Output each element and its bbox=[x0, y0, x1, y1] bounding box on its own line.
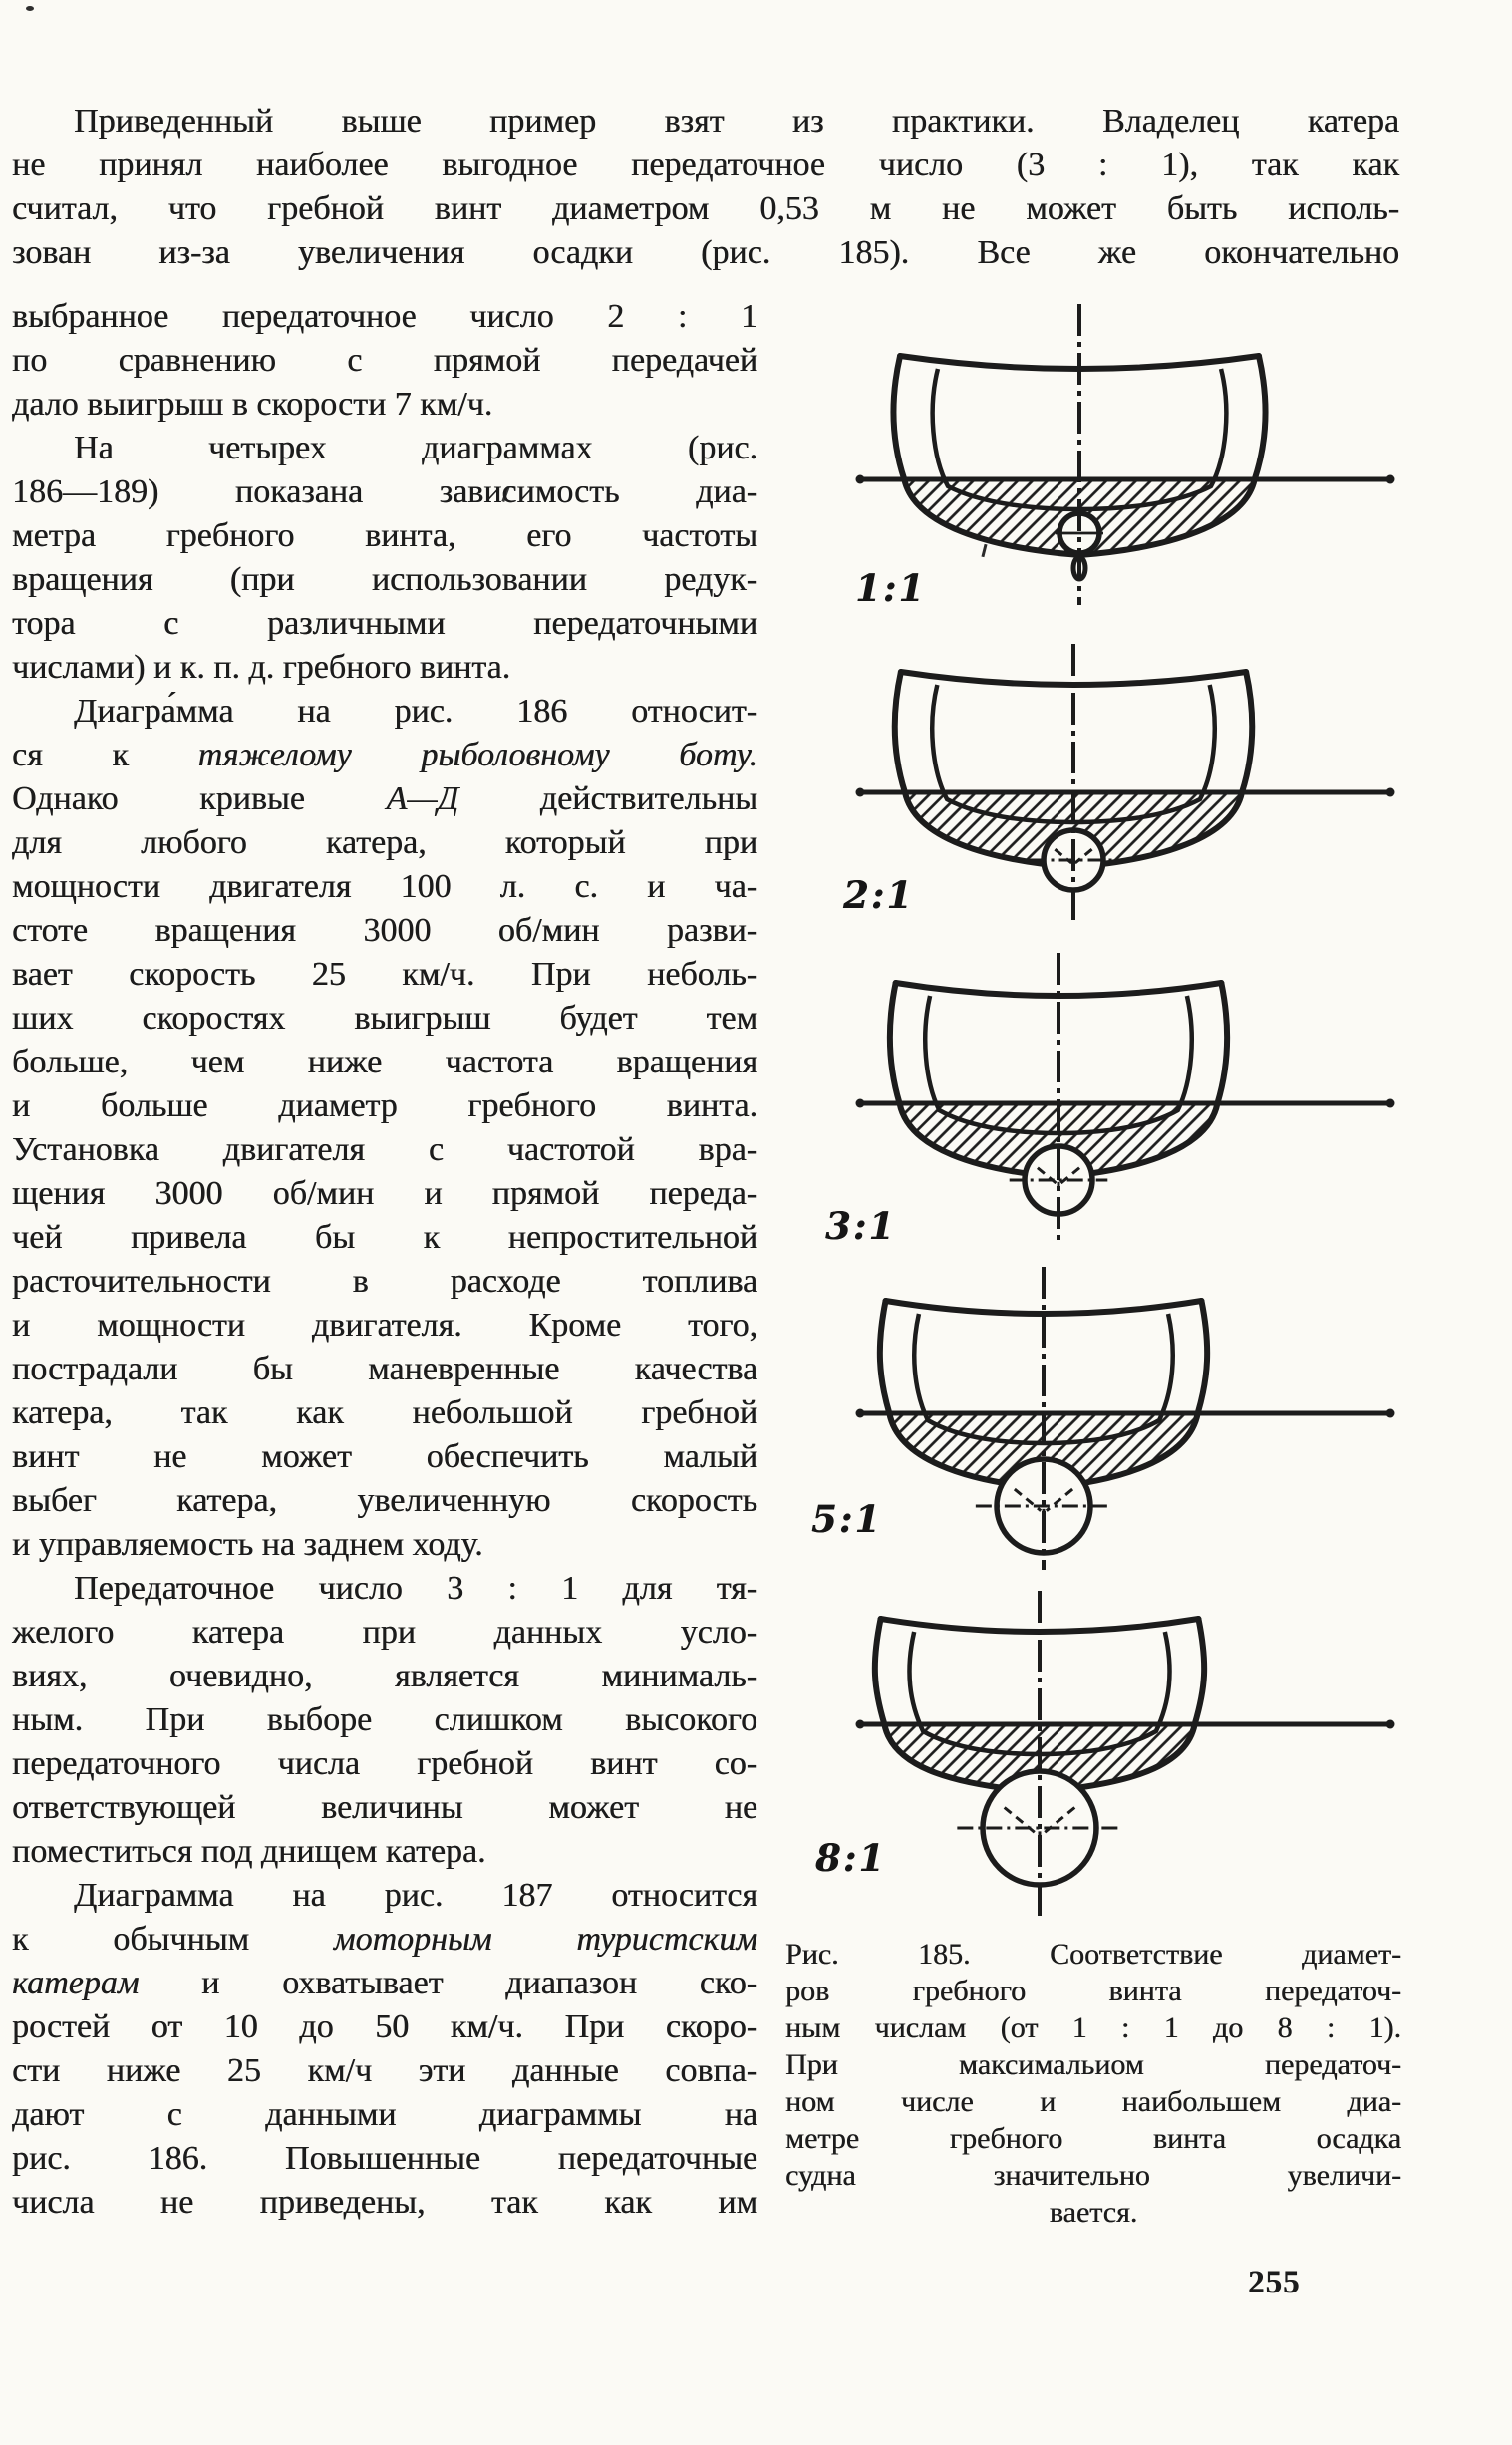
waterline-end-dot bbox=[856, 1409, 865, 1418]
text: ответствующей величины может не bbox=[12, 1789, 757, 1826]
text: ным. При выборе слишком высокого bbox=[12, 1701, 757, 1738]
text-line bbox=[12, 427, 757, 470]
text: расточительности в расходе топлива bbox=[12, 1263, 757, 1300]
text: по сравнению с прямой передачей bbox=[12, 342, 757, 379]
text-line bbox=[12, 383, 757, 427]
text-line bbox=[12, 1611, 757, 1655]
text: тора с различными передаточными bbox=[12, 605, 757, 642]
gear-ratio-label: 3:1 bbox=[825, 1204, 897, 1248]
text: действительны bbox=[458, 780, 757, 817]
text-line bbox=[12, 1655, 757, 1698]
text-line bbox=[12, 646, 757, 690]
waterline-end-dot bbox=[1386, 788, 1395, 797]
text: винт не может обеспечить малый bbox=[12, 1438, 757, 1475]
text: для любого катера, который при bbox=[12, 824, 757, 861]
intro-paragraph bbox=[12, 100, 1399, 275]
text-line bbox=[785, 2009, 1401, 2046]
text-line bbox=[12, 558, 757, 602]
text: виях, очевидно, является минималь- bbox=[12, 1658, 757, 1694]
text: числами) и к. п. д. гребного винта. bbox=[12, 649, 511, 686]
text-line bbox=[12, 231, 1399, 275]
text: вает скорость 25 км/ч. При неболь- bbox=[12, 956, 757, 993]
text: передаточного числа гребной винт со- bbox=[12, 1745, 757, 1782]
figure-caption bbox=[785, 1936, 1401, 2231]
text: Диагра́мма на рис. 186 относит- bbox=[74, 693, 757, 730]
text: к обычным bbox=[12, 1921, 334, 1958]
gear-ratio-label: 1:1 bbox=[855, 566, 927, 610]
text-line bbox=[12, 602, 757, 646]
text: Установка двигателя с частотой вра- bbox=[12, 1131, 757, 1168]
text-line bbox=[785, 2046, 1401, 2083]
waterline-end-dot bbox=[1386, 475, 1395, 484]
text-line bbox=[785, 1936, 1401, 1973]
text-line bbox=[12, 1435, 757, 1479]
text: мощности двигателя 100 л. с. и ча- bbox=[12, 868, 757, 905]
hull-cross-section-diagram bbox=[842, 1585, 1410, 1922]
text-line bbox=[12, 2093, 757, 2137]
text: чей привела бы к непростительной bbox=[12, 1219, 757, 1256]
text-line bbox=[12, 100, 1399, 144]
text-line bbox=[12, 734, 757, 777]
text-line bbox=[12, 953, 757, 997]
text-line bbox=[12, 821, 757, 865]
text: Рис. 185. Соответствие диамет- bbox=[785, 1938, 1401, 1971]
italic-text: тяжелому рыболовному боту. bbox=[197, 737, 757, 773]
hull-diagram-svg bbox=[842, 1585, 1410, 1922]
text: вается. bbox=[1049, 2196, 1138, 2229]
text-line bbox=[12, 1041, 757, 1084]
text: считал, что гребной винт диаметром 0,53 м не может быть исполь- bbox=[12, 190, 1399, 227]
waterline-end-dot bbox=[856, 788, 865, 797]
text-line bbox=[12, 187, 1399, 231]
text-line bbox=[12, 1128, 757, 1172]
gear-ratio-label: 5:1 bbox=[811, 1497, 883, 1541]
text: щения 3000 об/мин и прямой переда- bbox=[12, 1175, 757, 1212]
text: катера, так как небольшой гребной bbox=[12, 1394, 757, 1431]
text-line bbox=[12, 1216, 757, 1260]
text-line bbox=[12, 997, 757, 1041]
text-line bbox=[12, 1348, 757, 1391]
text: желого катера при данных усло- bbox=[12, 1614, 757, 1651]
hull-cross-section-diagram bbox=[842, 1261, 1410, 1575]
hull-diagram-svg bbox=[842, 294, 1410, 613]
scan-speck bbox=[26, 6, 34, 11]
text: и больше диаметр гребного винта. bbox=[12, 1087, 757, 1124]
text: ров гребного винта передаточ- bbox=[785, 1975, 1401, 2007]
text-line bbox=[12, 1304, 757, 1348]
text: На четырех диаграммах (рис. bbox=[74, 430, 757, 466]
hull-cross-section-diagram bbox=[842, 947, 1410, 1248]
text: дало выигрыш в скорости 7 км/ч. bbox=[12, 386, 493, 423]
text: дают с данными диаграммы на bbox=[12, 2096, 757, 2133]
text: выбранное передаточное число 2 : 1 bbox=[12, 298, 757, 335]
text-line bbox=[12, 2049, 757, 2093]
text: вращения (при использовании редук- bbox=[12, 561, 757, 598]
text: сти ниже 25 км/ч эти данные совпа- bbox=[12, 2052, 757, 2089]
text: метра гребного винта, его частоты bbox=[12, 517, 757, 554]
italic-text: моторным туристским bbox=[333, 1921, 757, 1958]
text: судна значительно увеличи- bbox=[785, 2159, 1401, 2192]
hull-diagram-svg bbox=[842, 947, 1410, 1248]
text-line bbox=[12, 1698, 757, 1742]
text: стоте вращения 3000 об/мин разви- bbox=[12, 912, 757, 949]
text-line bbox=[12, 1479, 757, 1523]
text-line bbox=[785, 2083, 1401, 2120]
waterline-end-dot bbox=[1386, 1409, 1395, 1418]
text: ном числе и наибольшем диа- bbox=[785, 2085, 1401, 2118]
text-line bbox=[12, 2005, 757, 2049]
text: метре гребного винта осадка bbox=[785, 2122, 1401, 2155]
text-line bbox=[12, 144, 1399, 187]
text-line bbox=[12, 2137, 757, 2181]
text-line bbox=[12, 1523, 757, 1567]
text-line bbox=[12, 1786, 757, 1830]
text-line bbox=[12, 1962, 757, 2005]
page-number: 255 bbox=[1248, 2265, 1301, 2300]
text: Приведенный выше пример взят из практики. Владелец катера bbox=[74, 103, 1399, 140]
text: Однако кривые bbox=[12, 780, 387, 817]
text-line bbox=[12, 1742, 757, 1786]
text: рис. 186. Повышенные передаточные bbox=[12, 2140, 757, 2177]
text-line bbox=[12, 1391, 757, 1435]
text-line bbox=[785, 2157, 1401, 2194]
text: При максимальиом передаточ- bbox=[785, 2048, 1401, 2081]
text-line bbox=[12, 1830, 757, 1874]
text-line bbox=[12, 777, 757, 821]
text: и охватывает диапазон ско- bbox=[139, 1965, 757, 2001]
italic-text: катерам bbox=[12, 1965, 140, 2001]
text: ростей от 10 до 50 км/ч. При скоро- bbox=[12, 2008, 757, 2045]
text-line bbox=[12, 339, 757, 383]
body-text-column bbox=[12, 295, 757, 2225]
gear-ratio-label: 8:1 bbox=[815, 1836, 887, 1880]
text-line bbox=[12, 690, 757, 734]
hull-cross-section-diagram bbox=[842, 638, 1410, 929]
waterline-end-dot bbox=[856, 1720, 865, 1729]
text-line bbox=[785, 2120, 1401, 2157]
text: зован из-за увеличения осадки (рис. 185). Все же окончательно bbox=[12, 234, 1399, 271]
italic-text: А—Д bbox=[386, 780, 459, 817]
text: 186—189) показана зависимость диа- bbox=[12, 473, 757, 510]
text-line bbox=[12, 295, 757, 339]
text: не принял наиболее выгодное передаточное число (3 : 1), так как bbox=[12, 147, 1399, 183]
hull-diagram-svg bbox=[842, 1261, 1410, 1575]
text: ся к bbox=[12, 737, 198, 773]
text: ших скоростях выигрыш будет тем bbox=[12, 1000, 757, 1037]
text: и управляемость на заднем ходу. bbox=[12, 1526, 483, 1563]
text-line bbox=[12, 514, 757, 558]
text-line bbox=[12, 1084, 757, 1128]
text-line bbox=[12, 2181, 757, 2225]
text-line bbox=[12, 470, 757, 514]
text: Диаграмма на рис. 187 относится bbox=[74, 1877, 757, 1914]
text-line bbox=[12, 1918, 757, 1962]
text: ным числам (от 1 : 1 до 8 : 1). bbox=[785, 2011, 1401, 2044]
text: поместиться под днищем катера. bbox=[12, 1833, 486, 1870]
hull-cross-section-diagram bbox=[842, 294, 1410, 613]
waterline-end-dot bbox=[856, 1099, 865, 1108]
waterline-end-dot bbox=[856, 475, 865, 484]
gear-ratio-label: 2:1 bbox=[843, 873, 915, 917]
text-line bbox=[785, 2194, 1401, 2231]
text-line bbox=[12, 1874, 757, 1918]
text: выбег катера, увеличенную скорость bbox=[12, 1482, 757, 1519]
text: и мощности двигателя. Кроме того, bbox=[12, 1307, 757, 1344]
hull-diagram-svg bbox=[842, 638, 1410, 929]
text: больше, чем ниже частота вращения bbox=[12, 1044, 757, 1080]
text: Передаточное число 3 : 1 для тя- bbox=[74, 1570, 757, 1607]
text-line bbox=[12, 1172, 757, 1216]
text-line bbox=[12, 1260, 757, 1304]
waterline-end-dot bbox=[1386, 1099, 1395, 1108]
waterline-end-dot bbox=[1386, 1720, 1395, 1729]
text-line bbox=[12, 909, 757, 953]
text: пострадали бы маневренные качества bbox=[12, 1351, 757, 1387]
text-line bbox=[785, 1973, 1401, 2009]
text: числа не приведены, так как им bbox=[12, 2184, 757, 2221]
text-line bbox=[12, 1567, 757, 1611]
text-line bbox=[12, 865, 757, 909]
